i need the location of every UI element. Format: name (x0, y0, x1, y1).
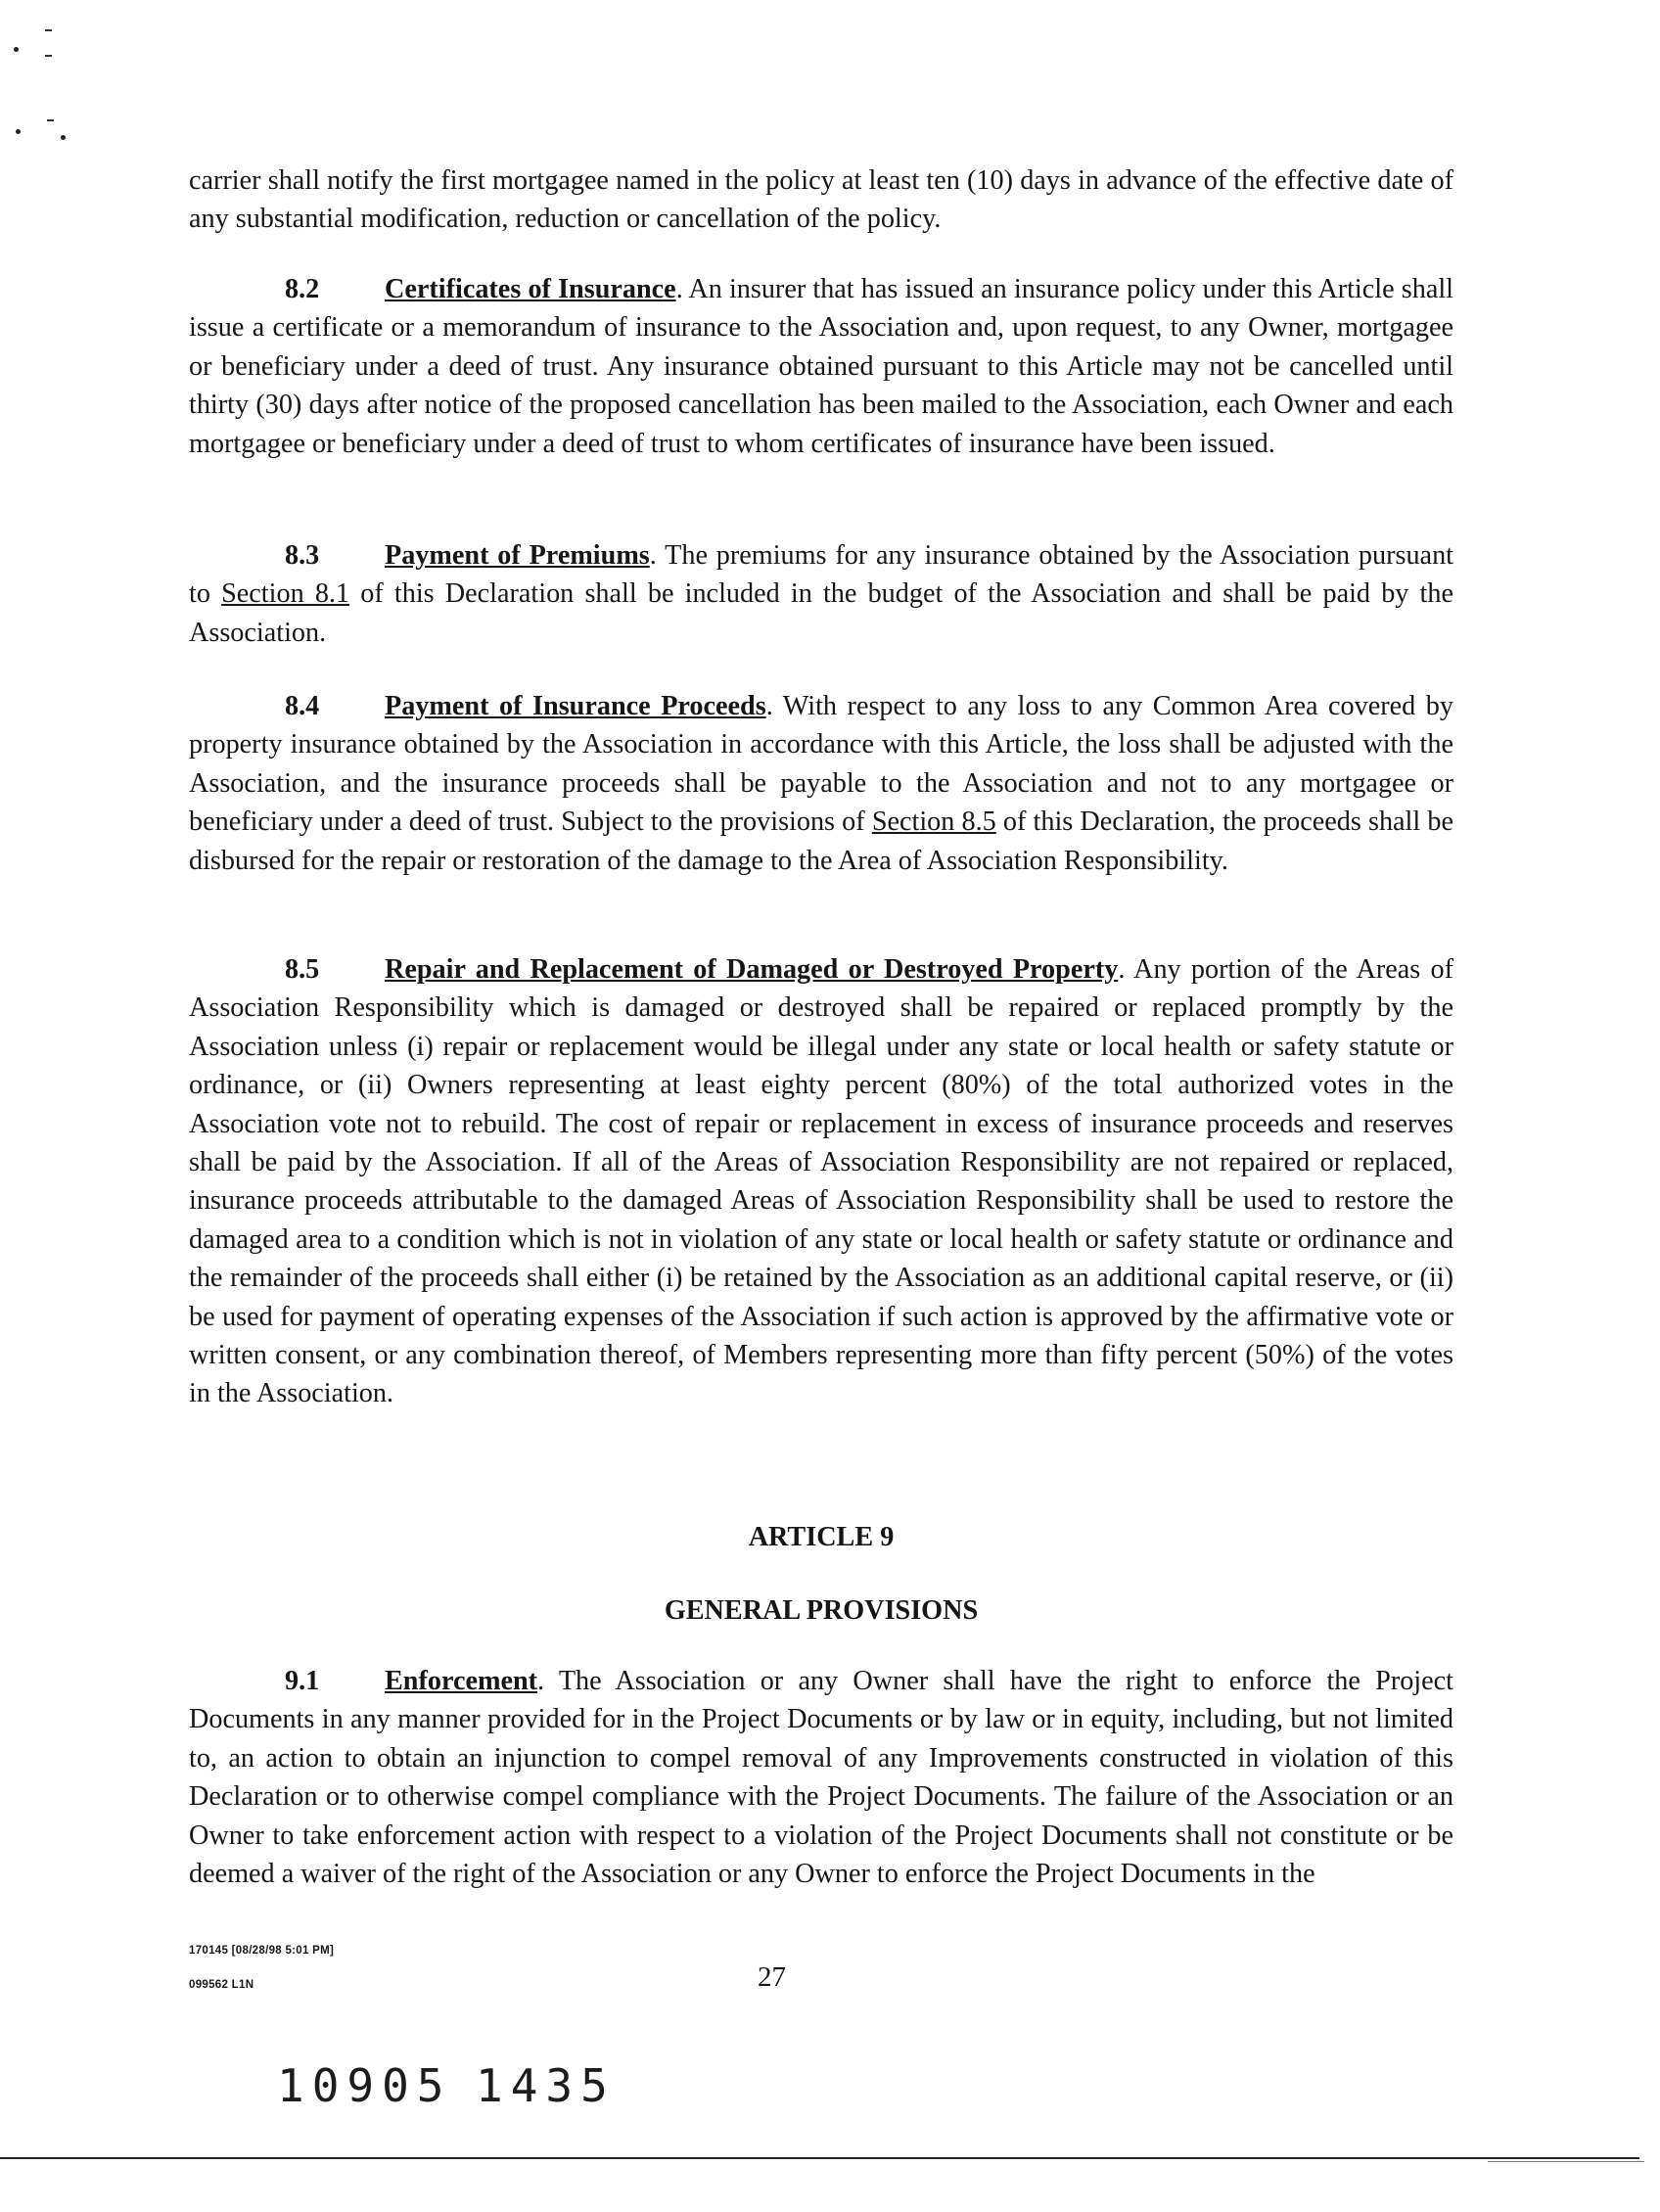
section-body: . The premiums for any insurance obtained by the Association pursuant to (189, 540, 1453, 610)
section-body: . The Association or any Owner shall have the right to enforce the Project Documents in any manner provided for in the Project Documents or by law or in equity, including, but not limited to, an action to obtain an injunction to compel removal of any Improvements constructed in violation of this Declaration or to otherwise compel compliance with the Project Documents. The failure of the Association or an Owner to take enforcement action with respect to a violation of the Project Documents shall not constitute or be deemed a waiver of the right of the Association or any Owner to enforce the Project Documents in the (189, 1666, 1453, 1890)
section-number: 8.5 (285, 954, 320, 985)
article-heading: ARTICLE 9 (748, 1522, 895, 1552)
scan-speck (14, 47, 19, 52)
recording-stamp-left: 10905 (277, 2059, 452, 2112)
section-number: 8.2 (285, 274, 320, 304)
bottom-rule (0, 2157, 1639, 2159)
footer-doc-id: 170145 [08/28/98 5:01 PM] (189, 1945, 335, 1957)
footer-file-code: 099562 L1N (189, 1979, 254, 1991)
section-body: . An insurer that has issued an insurance policy under this Article shall issue a certificate or a memorandum of insurance to the Association and, upon request, to any Owner, mortgagee or beneficiary under a deed of trust. Any insurance obtained pursuant to this Article may not be cancelled until thirty (30) days after notice of the proposed cancellation has been mailed to the Association, each Owner and each mortgagee or beneficiary under a deed of trust to whom certificates of insurance have been issued. (189, 274, 1453, 459)
section-title: Enforcement (385, 1666, 538, 1696)
recording-stamp-right: 1435 (476, 2059, 616, 2112)
page-number: 27 (758, 1961, 786, 1993)
section-8-5 (189, 950, 1453, 1413)
scan-speck (61, 135, 66, 140)
paragraph-continuation (189, 161, 1453, 239)
section-number: 8.4 (285, 691, 320, 721)
section-title: Repair and Replacement of Damaged or Destroyed Property (385, 954, 1119, 985)
scan-speck (16, 129, 21, 134)
section-8-3 (189, 536, 1453, 652)
section-reference: Section 8.5 (871, 806, 996, 838)
section-number: 8.3 (285, 540, 320, 571)
scan-speck (47, 119, 54, 121)
section-body: . Any portion of the Areas of Association Responsibility which is damaged or destroyed shall be repaired or replaced promptly by the Association unless (i) repair or replacement would be illegal under any state or local health or safety statute or ordinance, or (ii) Owners representing at least eighty percent (80%) of the total authorized votes in the Association vote not to rebuild. The cost of repair or replacement in excess of insurance proceeds and reserves shall be paid by the Association. If all of the Areas of Association Responsibility are not repaired or replaced, insurance proceeds attributable to the damaged Areas of Association Responsibility shall be used to restore the damaged area to a condition which is not in violation of any state or local health or safety statute or ordinance and the remainder of the proceeds shall either (i) be retained by the Association as an additional capital reserve, or (ii) be used for payment of operating expenses of the Association if such action is approved by the affirmative vote or written consent, or any combination thereof, of Members representing more than fifty percent (50%) of the votes in the Association. (189, 954, 1453, 1409)
section-title: Payment of Insurance Proceeds (385, 691, 766, 721)
section-number: 9.1 (285, 1666, 320, 1696)
section-8-2 (189, 270, 1453, 463)
scan-speck (45, 55, 52, 57)
section-body: . With respect to any loss to any Common Area covered by property insurance obtained by the Association in accordance with this Article, the loss shall be adjusted with the Association, and the insurance proceeds shall be payable to the Association and not to any mortgagee or beneficiary under a deed of trust. Subject to the provisions of (189, 691, 1453, 838)
section-body: of this Declaration, the proceeds shall be disbursed for the repair or restoration of the damage to the Area of Association Responsibility. (189, 806, 1453, 876)
article-title: GENERAL PROVISIONS (664, 1595, 979, 1626)
section-reference: Section 8.1 (221, 578, 350, 610)
section-title: Payment of Premiums (385, 540, 650, 571)
section-8-4 (189, 687, 1453, 880)
continuation-text: carrier shall notify the first mortgagee named in the policy at least ten (10) days in advance of the effective date of any substantial modification, reduction or cancellation of the policy. (189, 165, 1453, 235)
bottom-rule-fade (1488, 2161, 1644, 2162)
section-9-1 (189, 1662, 1453, 1893)
section-body: of this Declaration shall be included in the budget of the Association and shall be paid by the Association. (189, 578, 1453, 648)
section-title: Certificates of Insurance (385, 274, 676, 304)
scan-speck (45, 29, 52, 31)
